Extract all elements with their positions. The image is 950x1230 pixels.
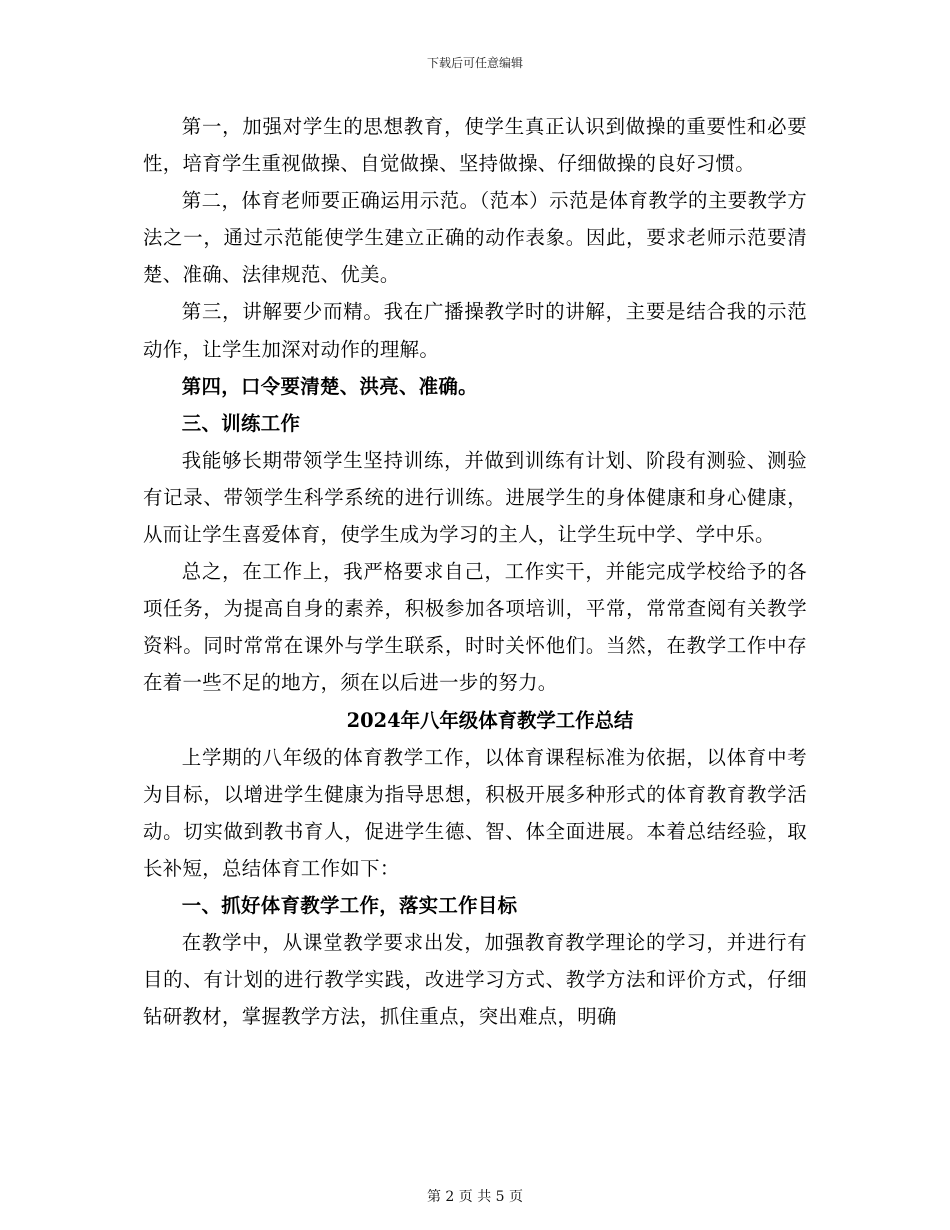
paragraph-first-point: 第一，加强对学生的思想教育，使学生真正认识到做操的重要性和必要性，培育学生重视做操、自觉做操、坚持做操、仔细做操的良好习惯。 <box>143 115 807 176</box>
paragraph-intro: 上学期的八年级的体育教学工作，以体育课程标准为依据，以体育中考为目标，以增进学生健康为指导思想，积极开展多种形式的体育教育教学活动。切实做到教书育人，促进学生德、智、体全面进展。本着总结经验，取长补短，总结体育工作如下： <box>143 745 807 880</box>
paragraph-second-point: 第二，体育老师要正确运用示范。（范本）示范是体育教学的主要教学方法之一，通过示范能使学生建立正确的动作表象。因此，要求老师示范要清楚、准确、法律规范、优美。 <box>143 189 807 287</box>
section-heading-training: 三、训练工作 <box>181 411 301 435</box>
page-footer: 第 2 页 共 5 页 <box>426 1189 524 1205</box>
page-header: 下载后可任意编辑 <box>426 56 523 70</box>
section-heading-teaching: 一、抓好体育教学工作，落实工作目标 <box>181 893 518 917</box>
document-title: 2024年八年级体育教学工作总结 <box>346 708 634 732</box>
paragraph-third-point: 第三，讲解要少而精。我在广播操教学时的讲解，主要是结合我的示范动作，让学生加深对动作的理解。 <box>143 300 807 361</box>
paragraph-teaching: 在教学中，从课堂教学要求出发，加强教育教学理论的学习，并进行有目的、有计划的进行教学实践，改进学习方式、教学方法和评价方式，仔细钻研教材，掌握教学方法，抓住重点，突出难点，明确 <box>143 931 807 1029</box>
paragraph-fourth-point: 第四，口令要清楚、洪亮、准确。 <box>181 374 478 398</box>
paragraph-conclusion: 总之，在工作上，我严格要求自己，工作实干，并能完成学校给予的各项任务，为提高自身的素养，积极参加各项培训，平常，常常查阅有关教学资料。同时常常在课外与学生联系，时时关怀他们。当然，在教学工作中存在着一些不足的地方，须在以后进一步的努力。 <box>143 560 807 695</box>
document-body <box>143 108 807 1035</box>
paragraph-training: 我能够长期带领学生坚持训练，并做到训练有计划、阶段有测验、测验有记录、带领学生科学系统的进行训练。进展学生的身体健康和身心健康，从而让学生喜爱体育，使学生成为学习的主人，让学生玩中学、学中乐。 <box>143 448 807 547</box>
